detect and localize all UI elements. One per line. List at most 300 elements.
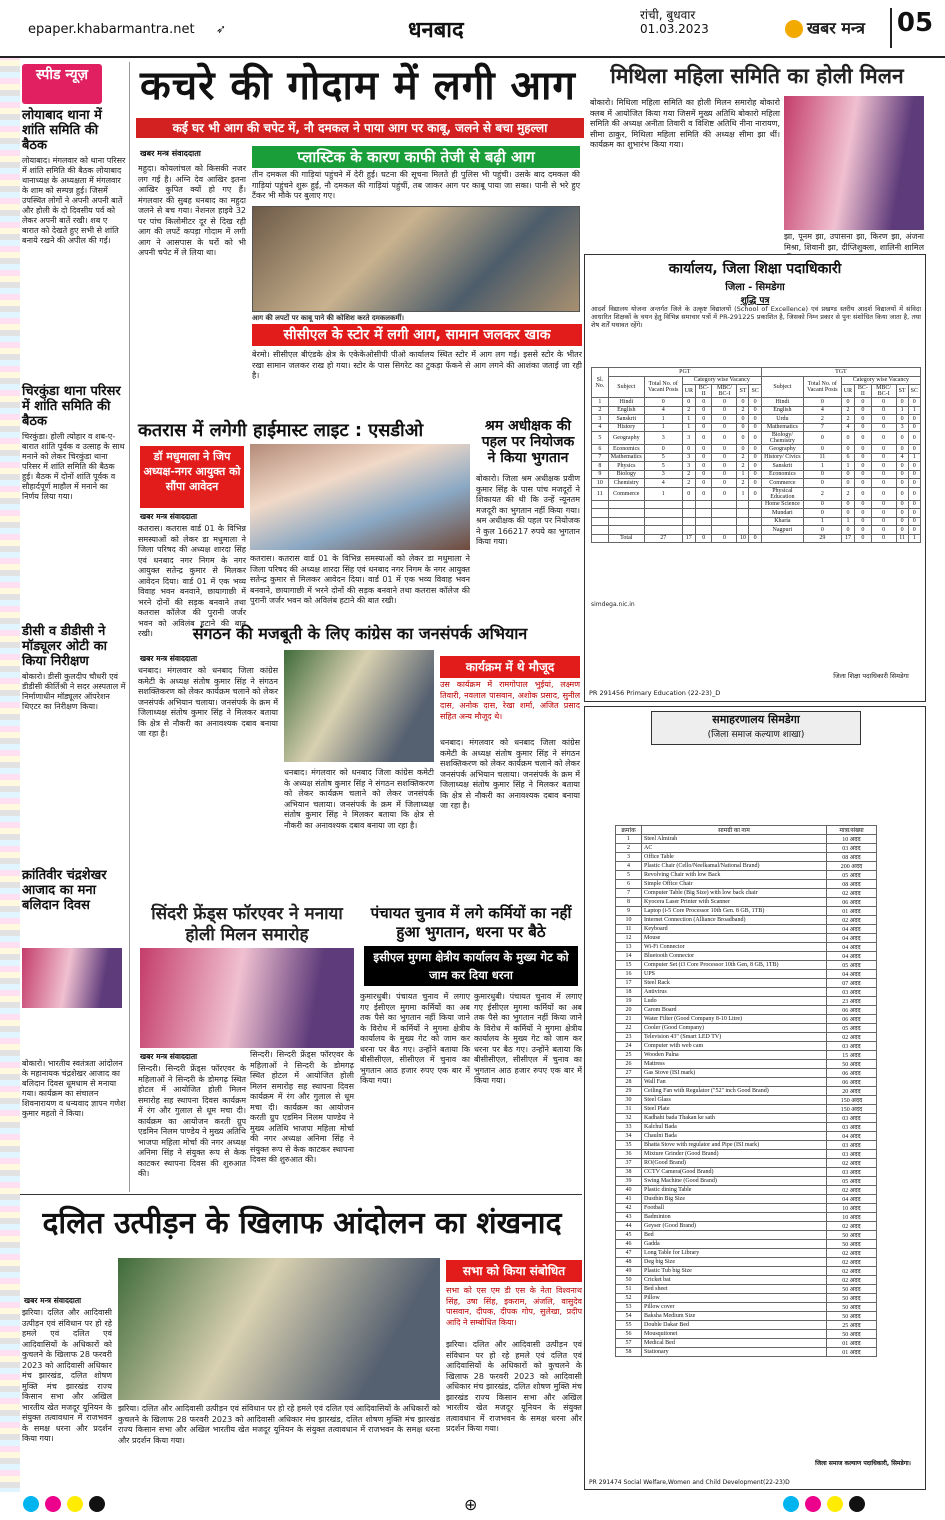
table-cell: 0 (695, 445, 711, 454)
table-cell: Mouse (642, 934, 827, 943)
table-cell: 0 (908, 517, 920, 526)
col-st: ST (737, 385, 749, 398)
table-cell: 0 (896, 526, 908, 535)
col-sc: SC (908, 385, 920, 398)
table-cell: 50 अदद (827, 1294, 877, 1303)
table-cell: 40 (616, 1186, 642, 1195)
table-cell: 4 (896, 453, 908, 462)
table-cell (592, 526, 609, 535)
vac-label: Category wise Vacancy (841, 376, 920, 385)
table-cell: 4 (616, 862, 642, 871)
education-notice (584, 254, 926, 702)
table-cell: 0 (712, 470, 737, 479)
table-cell: 0 (871, 487, 896, 500)
table-cell: 15 (616, 961, 642, 970)
table-cell: Mixture Grinder (Good Brand) (642, 1150, 827, 1159)
table-cell: 0 (908, 509, 920, 518)
table-cell: Stationary (642, 1348, 827, 1357)
table-cell (737, 517, 749, 526)
table-row (616, 1204, 877, 1213)
table-cell: 3 (616, 853, 642, 862)
table-cell: 4 (841, 423, 854, 432)
table-cell: 02 अदद (827, 1159, 877, 1168)
left-item-body: बोकारो। डीसी कुलदीप चौधरी एवं डीडीसी कीर्तिश्री ने सदर अस्पताल में निर्माणाधीन मॉड्यूलर ऑपरेशन थिएटर का निरीक्षण किया। (22, 672, 126, 711)
table-cell: 23 (616, 1033, 642, 1042)
table-cell: 04 अदद (827, 970, 877, 979)
table-cell: 04 अदद (827, 925, 877, 934)
table-cell: 06 अदद (827, 1078, 877, 1087)
table-cell: 16 (616, 970, 642, 979)
print-margin-stripe (0, 0, 20, 1517)
table-cell: 01 अदद (827, 907, 877, 916)
congress-present-label: कार्यक्रम में थे मौजूद (440, 656, 580, 678)
table-cell: 29 (616, 1087, 642, 1096)
table-row (592, 415, 921, 424)
table-cell: 03 अदद (827, 988, 877, 997)
table-cell: 11 (592, 487, 609, 500)
divider (20, 1194, 582, 1195)
table-cell: 2 (737, 406, 749, 415)
date-line-2: 01.03.2023 (640, 22, 709, 36)
table-cell: 02 अदद (827, 916, 877, 925)
table-cell: 57 (616, 1339, 642, 1348)
table-cell: 0 (871, 462, 896, 471)
table-row (616, 1240, 877, 1249)
table-cell: 05 अदद (827, 871, 877, 880)
fire-photo (252, 206, 580, 312)
table-cell: Laptop (i-5 Core Processor 10th Gen. 8 GB, 1TB) (642, 907, 827, 916)
table-row (616, 1159, 877, 1168)
table-cell: Badminton (642, 1213, 827, 1222)
table-cell (644, 517, 682, 526)
table-row (592, 470, 921, 479)
table-row (616, 916, 877, 925)
table-cell: 5 (616, 871, 642, 880)
table-cell: 0 (871, 406, 896, 415)
table-cell (644, 526, 682, 535)
left-item-body: चिरकुंडा। होली त्योहार व शब-ए-बारात शांति पूर्वक व उत्साह के साथ मनाने को लेकर चिरकुंडा थाना परिसर में शांति समिति की बैठक हुई। बैठक में दोनों शांति पूर्वक व सौहार्दपूर्ण माहौल में मनाने का निर्णय लिया गया। (22, 432, 125, 501)
table-cell: 0 (749, 445, 761, 454)
table-cell: 150 अदद (827, 1105, 877, 1114)
table-cell: 50 अदद (827, 1312, 877, 1321)
table-cell: 0 (749, 398, 761, 407)
items-col-qty: मात्रा/संख्या (827, 826, 877, 835)
table-cell: 36 (616, 1150, 642, 1159)
table-cell: 2 (841, 487, 854, 500)
table-cell: 0 (712, 432, 737, 445)
table-cell: Cricket bat (642, 1276, 827, 1285)
table-cell: 0 (712, 534, 737, 543)
brand-logo (782, 16, 865, 42)
table-cell (712, 526, 737, 535)
table-cell: 44 (616, 1222, 642, 1231)
table-cell: Mathematics (608, 453, 644, 462)
table-cell: 02 अदद (827, 1267, 877, 1276)
table-cell: 0 (737, 432, 749, 445)
table-cell: 0 (749, 470, 761, 479)
table-cell: 0 (803, 445, 841, 454)
notice-site[interactable]: simdega.nic.in (591, 601, 635, 608)
table-cell: 0 (896, 500, 908, 509)
table-cell: 0 (695, 398, 711, 407)
table-row (616, 943, 877, 952)
yellow-dot (67, 1496, 83, 1512)
table-cell: 0 (737, 398, 749, 407)
table-cell: 0 (712, 462, 737, 471)
vac-label: Category wise Vacancy (682, 376, 761, 385)
dalit-sabha-text: सभा को एस एम डी एस के नेता विश्वनाथ सिंह, उषा सिंह, इकराम, अंजलि, वासुदेव पासवान, दीपक, दीपक गोप, सुलेखा, प्रदीप आदि ने सम्बोधित किया। (446, 1286, 582, 1327)
table-cell: Biology (608, 470, 644, 479)
table-cell: 17 (682, 534, 695, 543)
table-cell: 0 (682, 398, 695, 407)
table-cell (608, 526, 644, 535)
table-row (592, 432, 921, 445)
table-cell (761, 534, 803, 543)
edition-city: धनबाद (408, 18, 464, 43)
table-cell: 0 (644, 398, 682, 407)
table-row (616, 934, 877, 943)
table-cell: 0 (682, 487, 695, 500)
table-cell: 11 (616, 925, 642, 934)
table-cell: 06 अदद (827, 1069, 877, 1078)
table-cell: 2 (682, 479, 695, 488)
table-cell: 33 (616, 1123, 642, 1132)
mithila-headline: मिथिला महिला समिति का होली मिलन (610, 64, 904, 88)
table-cell: 0 (855, 423, 871, 432)
katras-byline: खबर मन्त्र संवाददाता (140, 512, 198, 521)
table-cell: Double Dakar Bed (642, 1321, 827, 1330)
table-cell: 50 (616, 1276, 642, 1285)
sindri-body: सिन्दरी। सिन्दरी फ्रेंड्स फॉरएवर के महिलाओं ने सिन्दरी के डोमगढ़ स्थित होटल में आयोजित होली मिलन समारोह सह स्थापना दिवस कार्यक्रम में रंग और गुलाल से धूम मचा दी। कार्यक्रम का आयोजन करती ग्रुप एडमिन निलम पाण्डेय ने मुख्य अतिथि भाजपा महिला मोर्चा की नगर अध्यक्ष अनिमा सिंह ने संयुक्त रूप से केक काटकर स्थापना दिवस की शुरुआत की। (138, 1064, 246, 1178)
table-row (616, 1195, 877, 1204)
table-cell: 04 अदद (827, 1132, 877, 1141)
table-cell: CCTV Camera(Good Brand) (642, 1168, 827, 1177)
table-cell: Kalchul Bada (642, 1123, 827, 1132)
table-row (616, 925, 877, 934)
welfare-notice (584, 706, 926, 1490)
table-cell: 0 (896, 487, 908, 500)
table-cell: 1 (737, 487, 749, 500)
table-cell: 03 अदद (827, 1168, 877, 1177)
table-row (616, 1087, 877, 1096)
left-item-3 (22, 624, 126, 840)
table-cell: 0 (855, 487, 871, 500)
table-cell: Physical Education (761, 487, 803, 500)
dalit-body-cont: झरिया। दलित और आदिवासी उत्पीड़न एवं संविधान पर हो रहे हमले एवं दलित एवं आदिवासियों के अधिकारों को कुचलने के खिलाफ 28 फरवरी 2023 को आदिवासी अधिकार मंच झारखंड, दलित शोषण मुक्ति मंच झारखंड राज्य किसान सभा और अखिल भारतीय खेत मजदूर यूनियन के संयुक्त तत्वावधान में राजभवन के समक्ष धरना और प्रदर्शन किया गया। (118, 1404, 440, 1445)
table-row (616, 1312, 877, 1321)
table-cell: Ceiling Fan with Regulator ("52" inch Good Brand) (642, 1087, 827, 1096)
table-cell: 150 अदद (827, 1096, 877, 1105)
notice2-intro (591, 749, 921, 821)
table-cell: 02 अदद (827, 1033, 877, 1042)
table-cell: 53 (616, 1303, 642, 1312)
table-cell: 29 (803, 534, 841, 543)
katras-body: कतरास। कतरास वार्ड 01 के विभिन्न समस्याओं को लेकर डा मधुमाला ने जिला परिषद की अध्यक्ष शारदा सिंह एवं धनबाद नगर निगम के नगर आयुक्त सतेन्द्र कुमार से मिलकर आवेदन दिया। वार्ड 01 में एक भव्य विवाह भवन बनवाने, छायागाछी में भरने दोनों की सड़क बनवाने तथा कतरास कॉलेज की पुरानी जर्जर भवन को अविलंब हटाने की बात रखी। (138, 524, 246, 638)
table-cell: Simple Office Chair (642, 880, 827, 889)
table-cell: RO(Good Brand) (642, 1159, 827, 1168)
date-line-1: रांची, बुधवार (640, 8, 696, 22)
table-cell: 27 (616, 1069, 642, 1078)
table-cell: 0 (855, 526, 871, 535)
table-cell: Football (642, 1204, 827, 1213)
table-cell: 30 (616, 1096, 642, 1105)
table-cell: 0 (871, 517, 896, 526)
table-row (592, 517, 921, 526)
table-cell: 1 (644, 415, 682, 424)
notice-intro: आदर्श विद्यालय योजना अन्तर्गत जिले के उत्कृष्ट विद्यालयों (School of Excellence) एवं प्रखण्ड स्तरीय आदर्श विद्यालयों में संविदा आधारित शिक्षकों के चयन हेतु विभिन्न समाचार पत्रों में PR-291225 प्रकाशित है, जिसको निम्न प्रकार से पुनः संशोधित किया जाता है, तथा शेष शर्तें यथावत रहेंगे। (591, 305, 921, 329)
table-row (616, 1213, 877, 1222)
table-cell: 0 (803, 526, 841, 535)
col-ur: UR (841, 385, 854, 398)
table-row (592, 509, 921, 518)
table-cell: 43 (616, 1213, 642, 1222)
table-cell: Deg big Size (642, 1258, 827, 1267)
table-row (616, 1006, 877, 1015)
notice2-dept: (जिला समाज कल्याण शाखा) (707, 730, 805, 740)
table-row (616, 961, 877, 970)
table-cell: 50 अदद (827, 1303, 877, 1312)
table-cell: 1 (644, 487, 682, 500)
table-cell: 12 (616, 934, 642, 943)
table-cell: 0 (695, 487, 711, 500)
table-cell: 04 अदद (827, 943, 877, 952)
table-cell: English (608, 406, 644, 415)
table-cell: Computer Set (i3 Core Processor 10th Gen, 8 GB, 1TB) (642, 961, 827, 970)
table-cell: Commerce (761, 479, 803, 488)
table-cell: 0 (855, 445, 871, 454)
fire-photo-caption: आग की लपटों पर काबू पाने की कोशिश करते दमकलकर्मी। (252, 314, 404, 322)
sindri-headline: सिंदरी फ्रेंड्स फॉरएवर ने मनाया होली मिलन समारोह (151, 904, 343, 945)
table-cell: UPS (642, 970, 827, 979)
table-row (592, 526, 921, 535)
table-cell (749, 517, 761, 526)
table-cell: 19 (616, 997, 642, 1006)
table-cell: 0 (908, 423, 920, 432)
table-cell: 42 (616, 1204, 642, 1213)
table-cell: 2 (737, 479, 749, 488)
table-cell: 0 (695, 470, 711, 479)
notice-district: जिला - सिमडेगा (725, 282, 785, 293)
table-cell: Internet Connection (Alliance Broadband) (642, 916, 827, 925)
welfare-notice-header (651, 711, 861, 745)
notice2-footer: PR 291474 Social Welfare,Women and Child Development(22-23)D (589, 1479, 790, 1486)
table-row (616, 844, 877, 853)
table-cell (592, 500, 609, 509)
table-row (616, 1042, 877, 1051)
table-cell: 0 (855, 500, 871, 509)
table-row (592, 462, 921, 471)
table-cell: 15 अदद (827, 1051, 877, 1060)
table-cell: 0 (841, 432, 854, 445)
col-mbc: MBC/ BC-I (871, 385, 896, 398)
table-cell: 0 (908, 432, 920, 445)
table-cell: 0 (841, 500, 854, 509)
table-cell: 51 (616, 1285, 642, 1294)
table-cell: 3 (682, 432, 695, 445)
table-cell: Kyocera Laser Printer with Scanner (642, 898, 827, 907)
table-row (616, 1123, 877, 1132)
left-item-heading: डीसी व डीडीसी ने मॉड्यूलर ओटी का किया निरीक्षण (22, 624, 108, 669)
black-dot (89, 1496, 105, 1512)
table-row (616, 1258, 877, 1267)
table-cell: 05 अदद (827, 1177, 877, 1186)
table-cell (749, 526, 761, 535)
notice-title: शुद्धि पत्र (740, 296, 770, 306)
table-row (616, 1060, 877, 1069)
table-cell: 2 (682, 470, 695, 479)
table-cell (749, 509, 761, 518)
table-row (616, 1222, 877, 1231)
table-cell: 0 (871, 509, 896, 518)
table-cell: 0 (712, 487, 737, 500)
table-cell: 03 अदद (827, 1150, 877, 1159)
table-row (616, 1249, 877, 1258)
table-cell: Chaulni Bada (642, 1132, 827, 1141)
table-cell: 0 (871, 470, 896, 479)
table-cell: Long Table for Library (642, 1249, 827, 1258)
col-total: Total No. of Vacant Posts (803, 376, 841, 398)
table-cell: 0 (695, 406, 711, 415)
table-cell: 2 (682, 406, 695, 415)
table-cell: AC (642, 844, 827, 853)
crosshair-icon: ⊕ (464, 1495, 478, 1514)
table-cell (682, 500, 695, 509)
notice-signature: जिला शिक्षा पदाधिकारी सिमडेगा (833, 672, 909, 680)
table-cell: 0 (855, 453, 871, 462)
table-cell: 0 (871, 415, 896, 424)
table-cell: 0 (896, 398, 908, 407)
table-cell: 34 (616, 1132, 642, 1141)
left-item-heading: क्रांतिवीर चंद्रशेखर आजाद का मना बलिदान दिवस (22, 868, 107, 913)
table-row (616, 1078, 877, 1087)
lead-green-subhead: प्लास्टिक के कारण काफी तेजी से बढ़ी आग (252, 146, 580, 168)
table-cell: 0 (871, 432, 896, 445)
table-cell: 0 (712, 398, 737, 407)
table-cell: 0 (871, 453, 896, 462)
table-cell: 50 अदद (827, 1240, 877, 1249)
table-cell: 06 अदद (827, 1006, 877, 1015)
table-cell: 0 (737, 415, 749, 424)
table-row (616, 1303, 877, 1312)
table-cell: 0 (908, 470, 920, 479)
table-row (616, 1276, 877, 1285)
col-sc: SC (749, 385, 761, 398)
table-cell: 0 (855, 479, 871, 488)
table-cell: 0 (682, 445, 695, 454)
panchayat-body-cont: कुमारधुबी। पंचायत चुनाव में लगाए गए ईसीएल मुगमा कर्मियों का अब तक पैसे का भुगतान नहीं किया जाने के विरोध में कर्मियों ने मुगमा क्षेत्रीय कार्यालय के मुख्य गेट को जाम कर धरना पर बैठ गए। उन्होंने बताया कि बीसीसीएल, सीसीएल में चुनाव का भुगतान आठ हजार रुपए एक बार में किया गया। (474, 992, 582, 1085)
table-cell (695, 500, 711, 509)
col-bc2: BC-II (695, 385, 711, 398)
table-cell: 0 (712, 415, 737, 424)
table-cell: 03 अदद (827, 1114, 877, 1123)
congress-body-cont: धनबाद। मंगलवार को धनबाद जिला कांग्रेस कमेटी के अध्यक्ष संतोष कुमार सिंह ने संगठन सशक्तिकरण को लेकर कार्यक्रम चलाने को लेकर जनसंपर्क अभियान चलाया। जनसंपर्क के क्रम में जिलाध्यक्ष संतोष कुमार सिंह ने मिलकर बताया कि क्षेत्र से नौकरी का अनावश्यक दबाव बनाया जा रहा है। (284, 768, 434, 830)
table-cell (737, 500, 749, 509)
table-cell: 03 अदद (827, 1042, 877, 1051)
table-cell: 0 (896, 415, 908, 424)
table-cell: 0 (871, 423, 896, 432)
site-url[interactable]: epaper.khabarmantra.net (28, 22, 195, 37)
table-row (592, 445, 921, 454)
dalit-sabha-label: सभा को किया संबोधित (446, 1260, 582, 1282)
table-cell: Dustbin Big Size (642, 1195, 827, 1204)
table-cell: 0 (695, 534, 711, 543)
table-cell (737, 509, 749, 518)
col-ur: UR (682, 385, 695, 398)
shram-headline: श्रम अधीक्षक की पहल पर नियोजक ने किया भुगतान (481, 418, 575, 466)
magenta-dot (805, 1496, 821, 1512)
col-sl: Sl. No. (592, 368, 609, 398)
mithila-body: बोकारो। मिथिला महिला समिति का होली मिलन समारोह बोकारो क्लब में आयोजित किया गया जिसमें मुख्य अतिथि बोकारो महिला समिति की अध्यक्ष अनीता तिवारी व विशिष्ट अतिथि नीना नारायण, सीमा ठाकुर, मिथिला महिला समिति की अध्यक्ष सीमा झा थीं। कार्यक्रम का शुभारंभ किया गया। (590, 98, 780, 149)
table-cell: 0 (749, 415, 761, 424)
table-cell: History (608, 423, 644, 432)
table-row (616, 1114, 877, 1123)
table-cell: 21 (616, 1015, 642, 1024)
table-cell: 11 (803, 453, 841, 462)
table-cell: 0 (695, 453, 711, 462)
table-cell: Kadhahi bada Thakan ke sath (642, 1114, 827, 1123)
table-cell: 2 (841, 406, 854, 415)
col-total: Total No. of Vacant Posts (644, 376, 682, 398)
table-cell: 10 अदद (827, 1213, 877, 1222)
table-cell: 0 (712, 406, 737, 415)
table-cell: 1 (896, 406, 908, 415)
table-row (616, 880, 877, 889)
table-cell: 18 (616, 988, 642, 997)
table-cell (695, 526, 711, 535)
table-cell: 1 (803, 517, 841, 526)
table-cell: 1 (737, 470, 749, 479)
left-item-heading: लोयाबाद थाना में शांति समिति की बैठक (22, 108, 102, 153)
table-cell: 11 (896, 534, 908, 543)
table-row (616, 1141, 877, 1150)
table-cell: 08 अदद (827, 880, 877, 889)
table-cell: 35 (616, 1141, 642, 1150)
table-cell: Geography (761, 445, 803, 454)
ccl-store-headline: सीसीएल के स्टोर में लगी आग, सामान जलकर खाक (252, 324, 582, 346)
table-cell: 4 (803, 406, 841, 415)
table-cell: 02 अदद (827, 889, 877, 898)
table-cell: Sanskrit (608, 415, 644, 424)
col-mbc: MBC/ BC-I (712, 385, 737, 398)
table-cell: 8 (592, 462, 609, 471)
notice-footer: PR 291456 Primary Education (22-23)_D (589, 689, 721, 697)
congress-present-list: उस कार्यक्रम में रामगोपाल भुईयां, लक्ष्मण तिवारी, नवलाल पासवान, अशोक प्रसाद, सुनील दास, अनोक दास, रेखा शर्मा, अजित प्रसाद सहित अन्य मौजूद थे। (440, 680, 580, 721)
table-cell: 50 अदद (827, 1330, 877, 1339)
table-cell: 0 (737, 445, 749, 454)
table-cell: 4 (592, 423, 609, 432)
table-cell: 0 (908, 479, 920, 488)
table-cell: Medical Bed (642, 1339, 827, 1348)
sindri-byline: खबर मन्त्र संवाददाता (140, 1052, 198, 1061)
table-cell: 1 (841, 517, 854, 526)
table-cell: 0 (908, 500, 920, 509)
table-cell: 10 अदद (827, 1204, 877, 1213)
table-cell: English (761, 406, 803, 415)
table-cell: 0 (871, 526, 896, 535)
logo-icon (785, 20, 803, 38)
table-row (616, 1294, 877, 1303)
table-cell: Steel Plate (642, 1105, 827, 1114)
vacancy-table (591, 367, 921, 543)
table-cell: 0 (896, 470, 908, 479)
table-cell (608, 509, 644, 518)
table-cell: 7 (616, 889, 642, 898)
table-cell: 0 (695, 423, 711, 432)
dalit-body-cont2: झरिया। दलित और आदिवासी उत्पीड़न एवं संविधान पर हो रहे हमले एवं दलित एवं आदिवासियों के अधिकारों को कुचलने के खिलाफ 28 फरवरी 2023 को आदिवासी अधिकार मंच झारखंड, दलित शोषण मुक्ति मंच झारखंड राज्य किसान सभा और अखिल भारतीय खेत मजदूर यूनियन के संयुक्त तत्वावधान में राजभवन के समक्ष धरना और प्रदर्शन किया गया। (446, 1340, 582, 1433)
dalit-headline: दलित उत्पीड़न के खिलाफ आंदोलन का शंखनाद (42, 1206, 562, 1241)
table-cell: 0 (908, 462, 920, 471)
lead-subhead: कई घर भी आग की चपेट में, नौ दमकल ने पाया आग पर काबू, जलने से बचा मुहल्ला (136, 118, 584, 138)
